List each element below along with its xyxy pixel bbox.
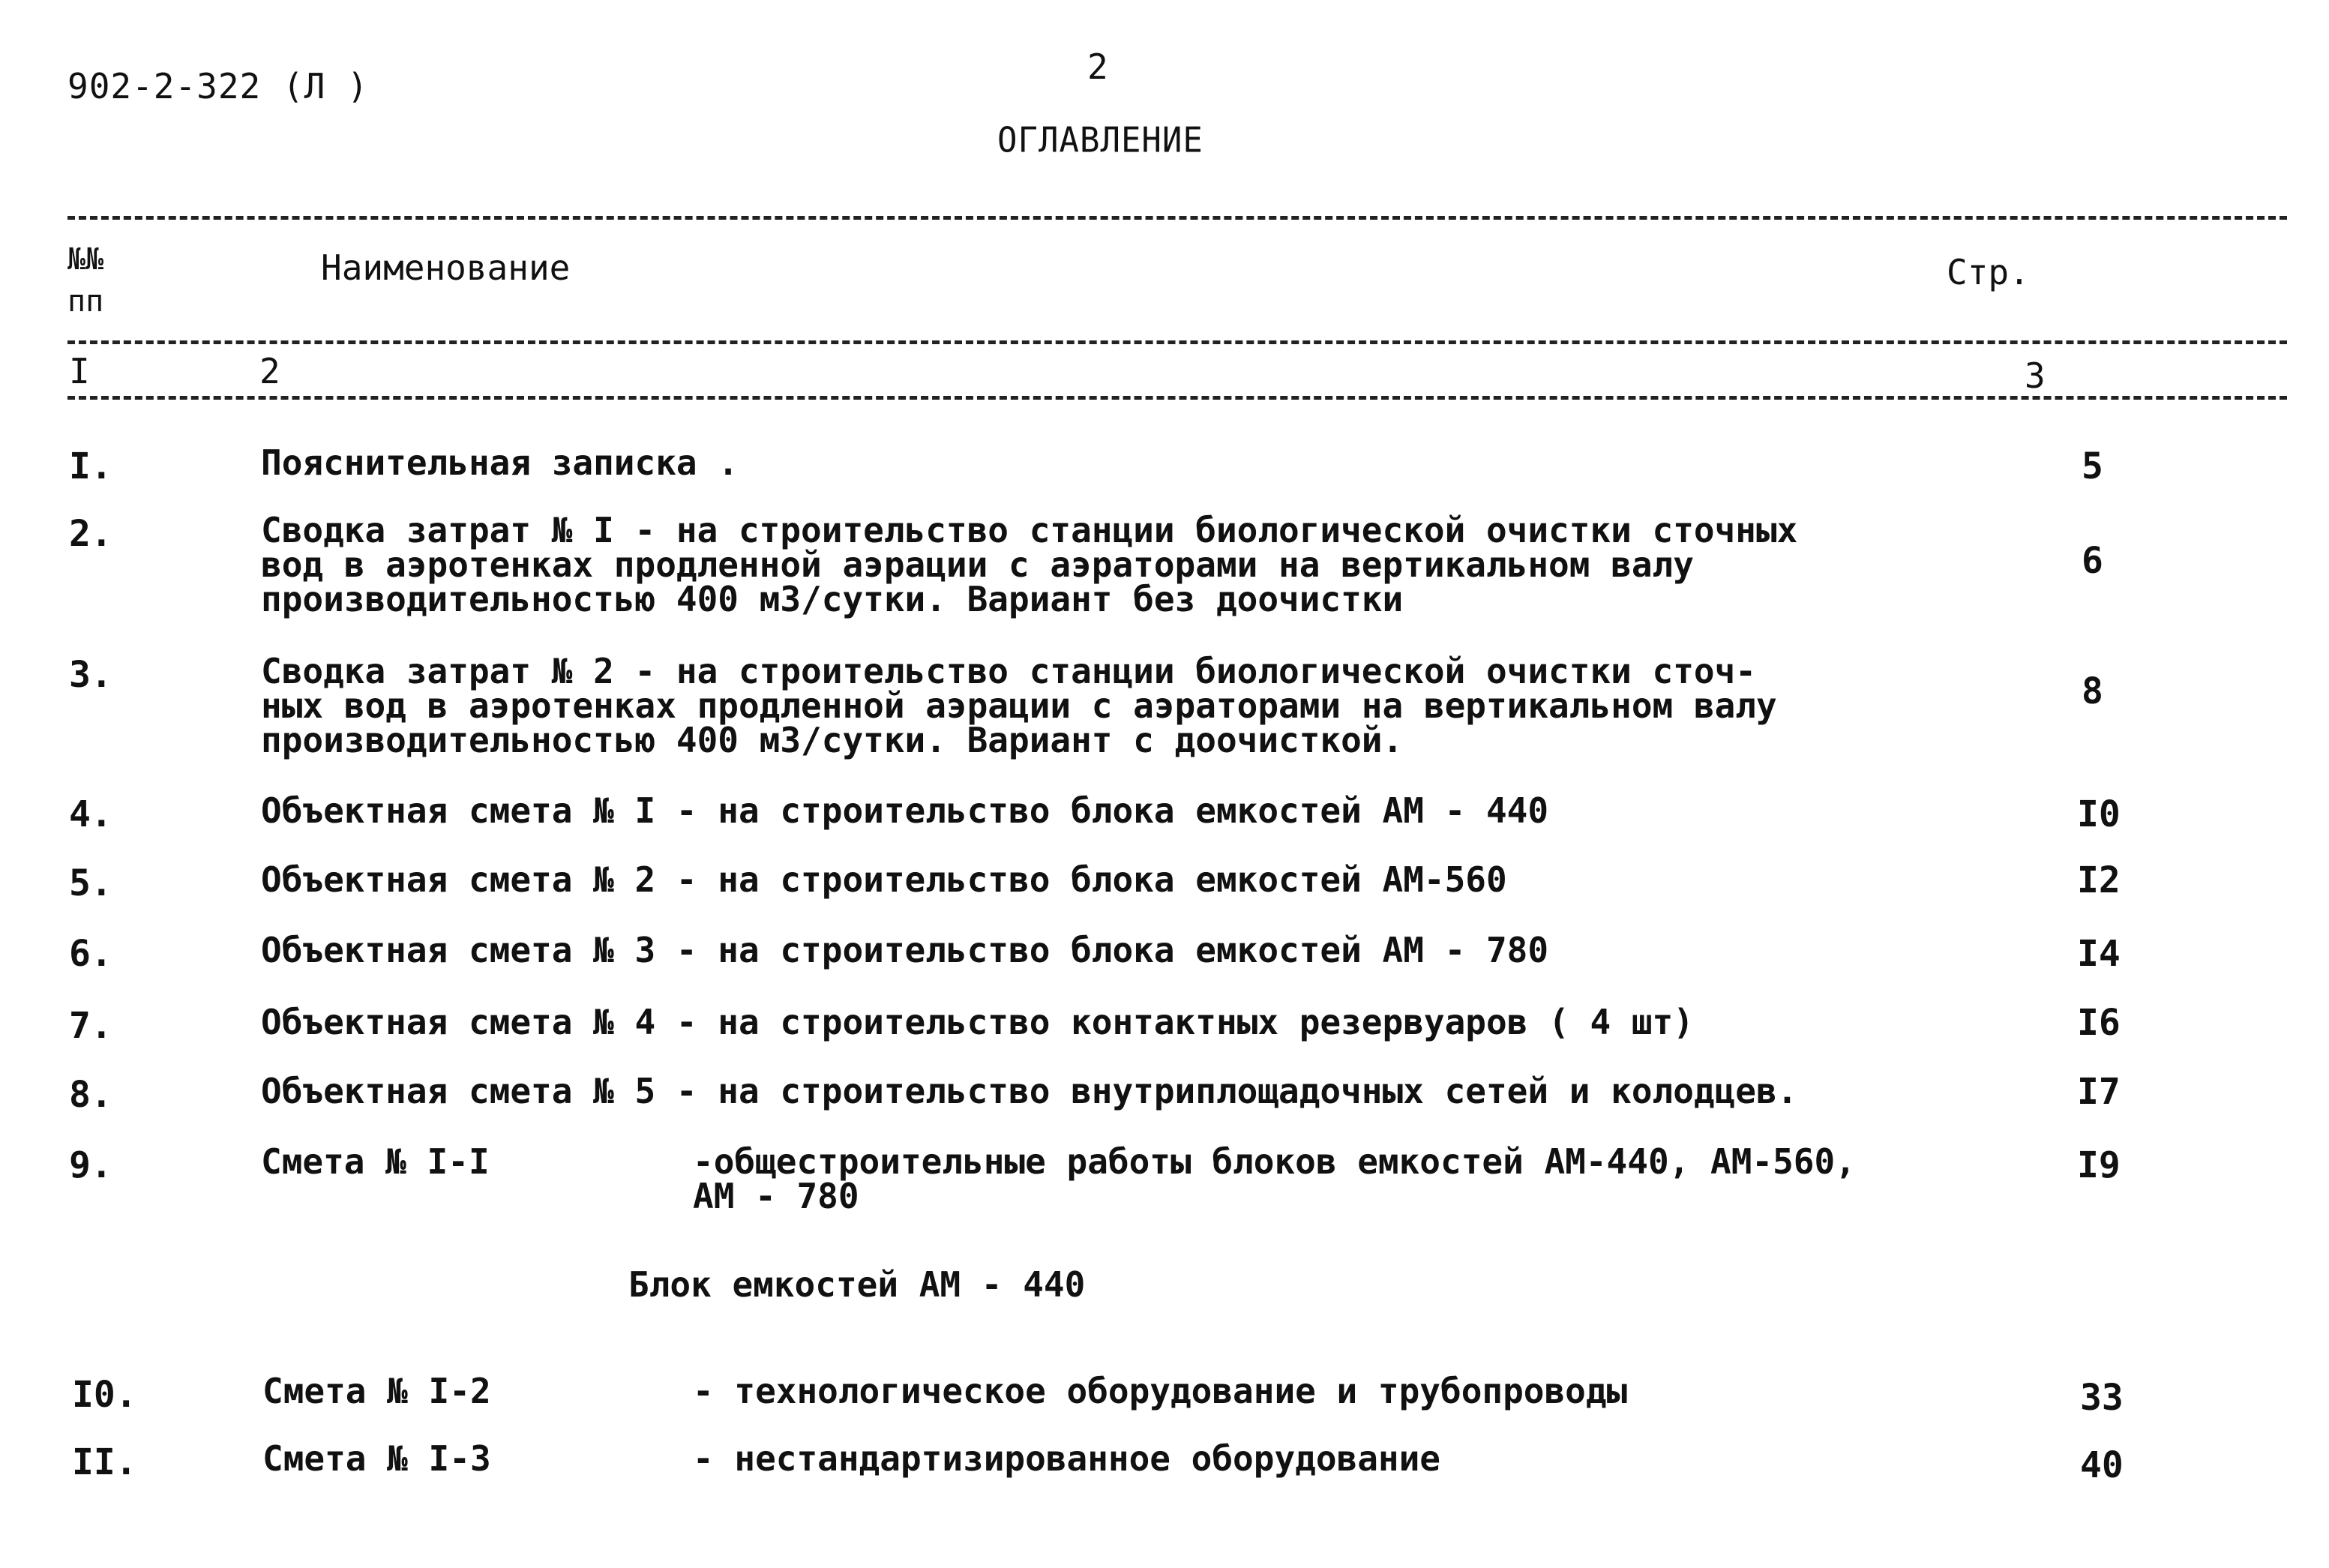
row-title: - нестандартизированное оборудование (693, 1438, 1440, 1479)
row-title: Объектная смета № 4 - на строительство контактных резервуаров ( 4 шт) (261, 1002, 1694, 1042)
row-page: 5 (2082, 445, 2103, 487)
row-title: Объектная смета № 5 - на строительство внутриплощадочных сетей и колодцев. (261, 1071, 1798, 1111)
row-title: Объектная смета № 2 - на строительство блока емкостей АМ-560 (261, 859, 1507, 900)
row-number: II. (72, 1441, 137, 1483)
header-bottom-rule (67, 396, 2287, 400)
row-page: I7 (2077, 1071, 2121, 1113)
row-label: Смета № I-I (261, 1141, 490, 1182)
row-page: I0 (2077, 793, 2121, 835)
row-number: 4. (69, 793, 112, 835)
row-number: I0. (72, 1374, 137, 1416)
row-number: I. (69, 445, 112, 487)
row-number: 7. (69, 1005, 112, 1047)
col-num-header-top: №№ (67, 242, 104, 277)
document-code: 902-2-322 (Л ) (67, 66, 369, 106)
row-number: 6. (69, 933, 112, 975)
col-num-header-bottom: пп (67, 284, 104, 319)
row-title: Объектная смета № 3 - на строительство блока емкостей АМ - 780 (261, 930, 1549, 970)
row-page: 8 (2082, 670, 2103, 712)
row-number: 2. (69, 513, 112, 555)
row-label: Смета № I-2 (262, 1371, 491, 1411)
row-number: 8. (69, 1074, 112, 1116)
row-number: 9. (69, 1144, 112, 1186)
row-page: 6 (2082, 540, 2103, 582)
row-label: Смета № I-3 (262, 1438, 491, 1479)
row-title: Пояснительная записка . (261, 442, 739, 483)
row-page: I2 (2077, 859, 2121, 901)
col-index-3: 3 (2025, 355, 2046, 396)
row-title: -общестроительные работы блоков емкостей АМ-440, АМ-560, АМ - 780 (693, 1141, 1856, 1216)
row-page: 33 (2080, 1377, 2124, 1419)
row-page: I6 (2077, 1002, 2121, 1044)
col-num-header (67, 238, 103, 322)
header-middle-rule (67, 340, 2287, 344)
row-title: Сводка затрат № 2 - на строительство станции биологической очистки сточ- ных вод в аэротенках продленной аэрации с аэраторами на вертикальном валу производительностью 400 м3/сутки. Вариант с доочисткой. (261, 651, 1777, 760)
row-number: 5. (69, 862, 112, 904)
row-page: I4 (2077, 933, 2121, 975)
row-title: Объектная смета № I - на строительство блока емкостей АМ - 440 (261, 790, 1549, 831)
section-title: Блок емкостей АМ - 440 (628, 1264, 1086, 1305)
row-number: 3. (69, 654, 112, 696)
row-title: Сводка затрат № I - на строительство станции биологической очистки сточных вод в аэротенках продленной аэрации с аэраторами на вертикальном валу производительностью 400 м3/сутки. Вариант без доочистки (261, 510, 1798, 619)
row-page: I9 (2077, 1144, 2121, 1186)
col-index-2: 2 (259, 351, 280, 391)
col-page-header: Стр. (1947, 252, 2030, 292)
col-index-1: I (69, 351, 90, 391)
page-title: ОГЛАВЛЕНИЕ (997, 120, 1203, 161)
row-title: - технологическое оборудование и трубопроводы (693, 1371, 1628, 1411)
col-name-header: Наименование (321, 247, 571, 288)
header-top-rule (67, 216, 2287, 220)
row-page: 40 (2080, 1444, 2124, 1486)
page-number: 2 (1087, 46, 1108, 87)
